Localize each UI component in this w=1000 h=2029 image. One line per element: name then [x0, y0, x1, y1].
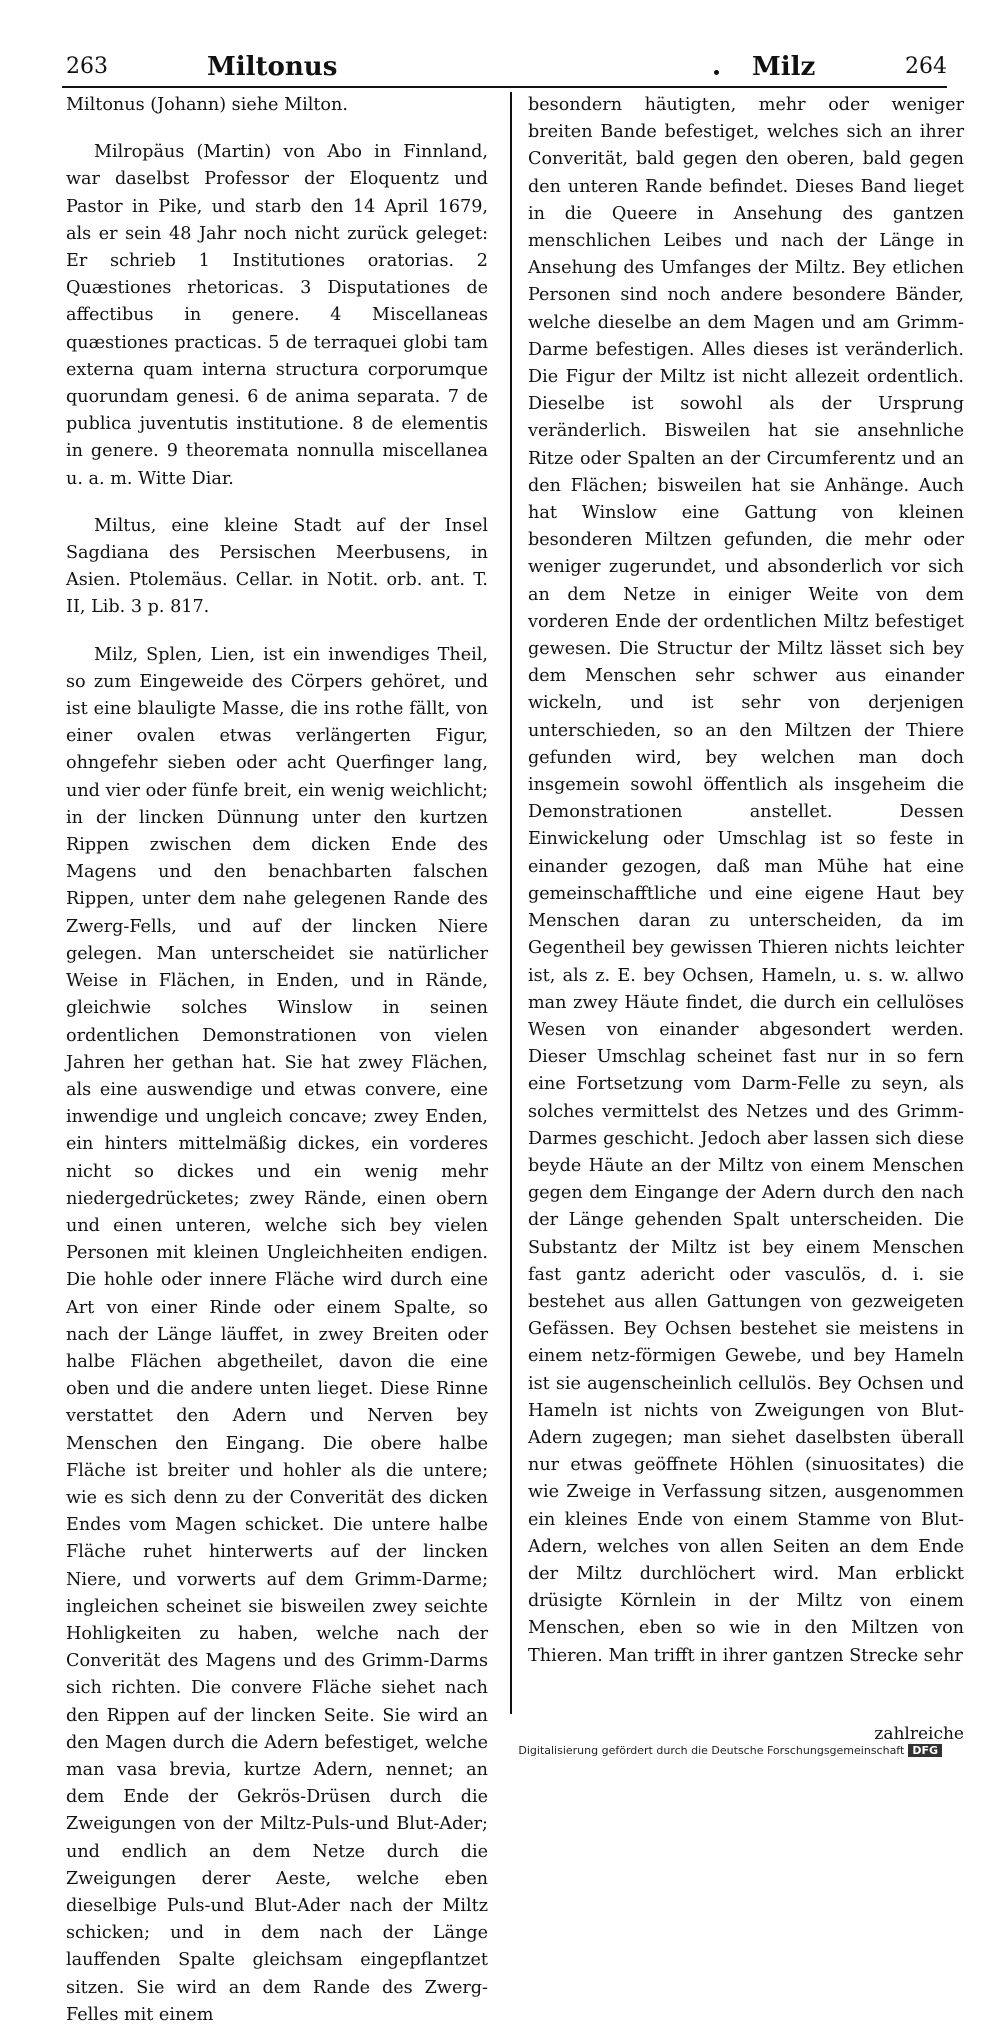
entry-milz-continued: besondern häutigten, mehr oder weniger breiten Bande befestiget, welches sich an ihrer Converität, bald gegen den oberen, bald gegen den unteren Rande befindet. Dieses Band lieget in die Queere in Ansehung des gantzen menschlichen Leibes und nach der Länge in Ansehung des Umfanges der Miltz. Bey etlichen Personen sind noch andere besondere Bänder, welche dieselbe an dem Magen und am Grimm-Darme befestigen. Alles dieses ist veränderlich. Die Figur der Miltz ist nicht allezeit ordentlich. Dieselbe ist sowohl als der Ursprung veränderlich. Bisweilen hat sie ansehnliche Ritze oder Spalten an der Circumferentz und an den Flächen; bisweilen hat sie Anhänge. Auch hat Winslow eine Gattung von kleinen besonderen Miltzen gefunden, die mehr oder weniger zugerundet, und absonderlich vor sich an dem Netze in einiger Weite von dem vorderen Ende der ordentlichen Miltz befestiget gewesen. Die Structur der Miltz lässet sich bey dem Menschen sehr schwer aus einander wickeln, und ist sehr von derjenigen unterschieden, so an den Miltzen der Thiere gefunden wird, bey welchen man doch insgemein sowohl öffentlich als insgeheim die Demonstrationen anstellet. Dessen Einwickelung oder Umschlag ist so feste in einander gezogen, daß man Mühe hat eine gemeinschafftliche und eine eigene Haut bey Menschen daran zu unterscheiden, da im Gegentheil bey gewissen Thieren nichts leichter ist, als z. E. bey Ochsen, Hameln, u. s. w. allwo man zwey Häute findet, die durch ein cellulöses Wesen von einander abgesondert werden. Dieser Umschlag scheinet fast nur in so fern eine Fortsetzung vom Darm-Felle zu seyn, als solches vermittelst des Netzes und des Grimm-Darmes geschicht. Jedoch aber lassen sich diese beyde Häute an der Miltz von einem Menschen gegen dem Eingange der Adern durch den nach der Länge gehenden Spalt unterscheiden. Die Substantz der Miltz ist bey einem Menschen fast gantz adericht oder vasculös, d. i. sie bestehet aus allen Gattungen von gezweigeten Gefässen. Bey Ochsen bestehet sie meistens in einem netz-förmigen Gewebe, und bey Hameln ist sie augenscheinlich cellulös. Bey Ochsen und Hameln ist nichts von Zweigungen von Blut-Adern zugegen; man siehet daselbsten überall nur etwas geöffnete Höhlen (sinuositates) die wie Zweige in Verfassung sitzen, ausgenommen ein kleines Ende von einem Stamme von Blut-Adern, welches von allen Seiten an dem Ende der Miltz durchlöchert wird. Man erblickt drüsigte Körnlein in der Miltz von einem Menschen, eben so wie in den Miltzen von Thieren. Man trifft in ihrer gantzen Strecke sehr: [528, 95, 964, 1666]
header-rule: [62, 86, 947, 88]
header-dot: [714, 70, 719, 75]
page-number-right: 264: [905, 54, 947, 79]
page-header: [62, 48, 947, 88]
entry-miltonus: Miltonus (Johann) siehe Milton.: [66, 95, 348, 115]
entry-milz: Milz, Splen, Lien, ist ein inwendiges Theil, so zum Eingeweide des Cörpers gehöret, und ist eine blauligte Masse, die ins rothe fällt, von einer ovalen etwas verlängerten Figur, ohngefehr sieben oder acht Querfinger lang, und vier oder fünfe breit, ein wenig weichlicht; in der lincken Dünnung unter den kurtzen Rippen zwischen dem dicken Ende des Magens und den benachbarten falschen Rippen, unter dem nahe gelegenen Rande des Zwerg-Fells, und auf der lincken Niere gelegen. Man unterscheidet sie natürlicher Weise in Flächen, in Enden, und in Rände, gleichwie solches Winslow in seinen ordentlichen Demonstrationen von vielen Jahren her gethan hat. Sie hat zwey Flächen, als eine auswendige und etwas convere, eine inwendige und ungleich concave; zwey Enden, ein hinters mittelmäßig dickes, ein vorderes nicht so dickes und ein wenig mehr niedergedrücketes; zwey Rände, einen obern und einen unteren, welche sich bey vielen Personen mit kleinen Ungleichheiten endigen. Die hohle oder innere Fläche wird durch eine Art von einer Rinde oder einem Spalte, so nach der Länge läuffet, in zwey Breiten oder halbe Flächen abgetheilet, davon die eine oben und die andere unten lieget. Diese Rinne verstattet den Adern und Nerven bey Menschen den Eingang. Die obere halbe Fläche ist breiter und hohler als die untere; wie es sich denn zu der Converität des dicken Endes vom Magen schicket. Die untere halbe Fläche ruhet hinterwerts auf der lincken Niere, und vorwerts auf dem Grimm-Darme; ingleichen scheinet sie bisweilen zwey seichte Hohligkeiten zu haben, welche nach der Converität des Magens und des Grimm-Darms sich richten. Die convere Fläche siehet nach den Rippen auf der lincken Seite. Sie wird an den Magen durch die Adern befestiget, welche man vasa brevia, kurtze Adern, nennet; an dem Ende der Gekrös-Drüsen durch die Zweigungen von der Miltz-Puls-und Blut-Ader; und endlich an dem Netze durch die Zweigungen derer Aeste, welche eben dieselbige Puls-und Blut-Ader nach der Miltz schicken; und in dem nach der Länge lauffenden Spalte gleichsam eingepflantzet sitzen. Sie wird an dem Rande des Zwerg-Felles mit einem: [66, 644, 488, 2025]
footer-text: Digitalisierung gefördert durch die Deutsche Forschungsgemeinschaft: [518, 1744, 905, 1757]
dfg-logo: DFG: [908, 1744, 942, 1757]
column-divider: [510, 92, 512, 1714]
right-column: [528, 92, 964, 1670]
entry-miltus: Miltus, eine kleine Stadt auf der Insel Sagdiana des Persischen Meerbusens, in Asien. Ptolemäus. Cellar. in Notit. orb. ant. T. II, Lib. 3 p. 817.: [66, 515, 488, 618]
entry-milropaeus: Milropäus (Martin) von Abo in Finnland, war daselbst Professor der Eloquentz und Pastor in Pike, und starb den 14 April 1679, als er sein 48 Jahr noch nicht zurück geleget: Er schrieb 1 Institutiones oratorias. 2 Quæstiones rhetoricas. 3 Disputationes de affectibus in genere. 4 Miscellaneas quæstiones practicas. 5 de terraquei globi tam externa quam interna structura corporumque quorundam genesi. 6 de anima separata. 7 de publica juventutis institutione. 8 de elementis in genere. 9 theoremata nonnulla miscellanea u. a. m. Witte Diar.: [66, 142, 488, 489]
left-column: [66, 92, 488, 2029]
running-head-right: Milz: [752, 52, 816, 82]
digitization-footer: [518, 1744, 942, 1757]
page-number-left: 263: [66, 54, 108, 79]
running-head-left: Miltonus: [207, 52, 338, 82]
catchword: zahlreiche: [874, 1724, 964, 1744]
